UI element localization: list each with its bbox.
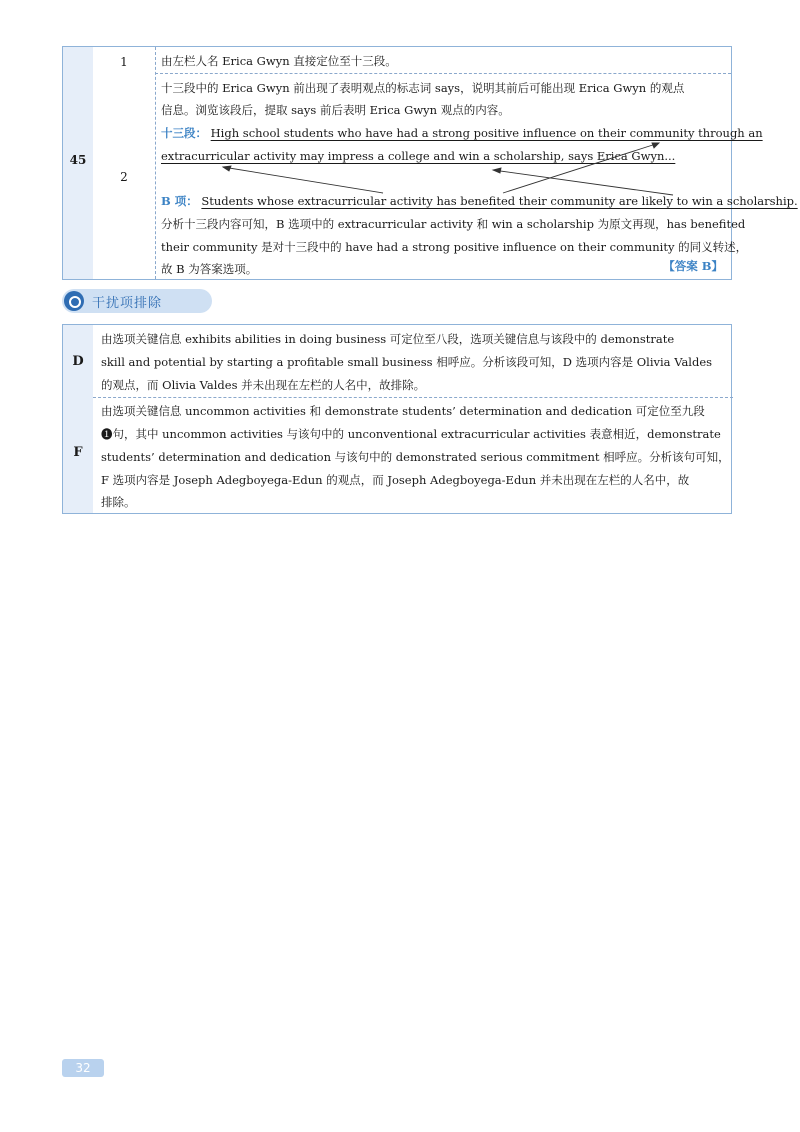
option-label: B 项：: [161, 194, 198, 208]
arrow-head-2: [652, 143, 659, 148]
step-2-intro-line-2: 信息。浏览该段后，提取 says 前后表明 Erica Gwyn 观点的内容。: [161, 103, 510, 117]
option-f-line-3: students’ determination and dedication 与该句中的 demonstrated serious commitment 相呼应。分析该句可知，: [101, 450, 730, 464]
analysis-line-2: their community 是对十三段中的 have had a strong positive influence on their community 的同义转述，: [161, 240, 748, 254]
question-number: 45: [69, 153, 87, 167]
option-d-line-3: 的观点，而 Olivia Valdes 并未出现在左栏的人名中，故排除。: [101, 378, 426, 392]
answer-label: 【答案 B】: [663, 259, 723, 273]
analysis-table: [62, 46, 798, 280]
option-b-line: [161, 190, 798, 212]
arrow-head-1: [223, 166, 231, 171]
option-f-label: F: [73, 445, 83, 460]
page-number: 32: [62, 1059, 104, 1077]
option-f-line-2: ❶句，其中 uncommon activities 与该句中的 unconventional extracurricular activities 表意相近，demonstrate: [101, 427, 721, 441]
arrow-line-2: [503, 143, 659, 193]
step-number-2: 2: [120, 170, 128, 184]
paragraph-text-line-2: extracurricular activity may impress a college and win a scholarship, says Erica Gwyn...: [161, 149, 676, 163]
step-2-intro-line-1: 十三段中的 Erica Gwyn 前出现了表明观点的标志词 says，说明其前后可能出现 Erica Gwyn 的观点: [161, 81, 685, 95]
distractor-table: [62, 324, 732, 514]
step-number-1: 1: [120, 55, 128, 69]
paragraph-text-line-1: High school students who have had a strong positive influence on their community through an: [210, 126, 763, 140]
option-d-line-2: skill and potential by starting a profitable small business 相呼应。分析该段可知，D 选项内容是 Olivia Valdes: [101, 355, 713, 369]
option-f-line-1: 由选项关键信息 uncommon activities 和 demonstrate students’ determination and dedication 可定位至九段: [101, 404, 705, 418]
option-d-line-1: 由选项关键信息 exhibits abilities in doing business 可定位至八段，选项关键信息与该段中的 demonstrate: [101, 332, 675, 346]
paragraph-label: 十三段：: [161, 126, 207, 140]
magnifier-icon: [64, 291, 84, 311]
section-title: 干扰项排除: [92, 296, 163, 311]
arrow-head-3: [493, 168, 501, 173]
analysis-line-3: 故 B 为答案选项。: [161, 262, 258, 276]
option-text: Students whose extracurricular activity has benefited their community are likely to win a scholarship.: [201, 194, 798, 208]
option-d-label: D: [72, 354, 84, 369]
analysis-line-1: 分析十三段内容可知，B 选项中的 extracurricular activity 和 win a scholarship 为原文再现，has benefited: [161, 217, 746, 231]
row-divider: [93, 397, 733, 398]
option-f-line-5: 排除。: [101, 495, 136, 509]
option-f-line-4: F 选项内容是 Joseph Adegboyega-Edun 的观点，而 Joseph Adegboyega-Edun 并未出现在左栏的人名中，故: [101, 473, 690, 487]
step-1-text: 由左栏人名 Erica Gwyn 直接定位至十三段。: [161, 54, 397, 68]
